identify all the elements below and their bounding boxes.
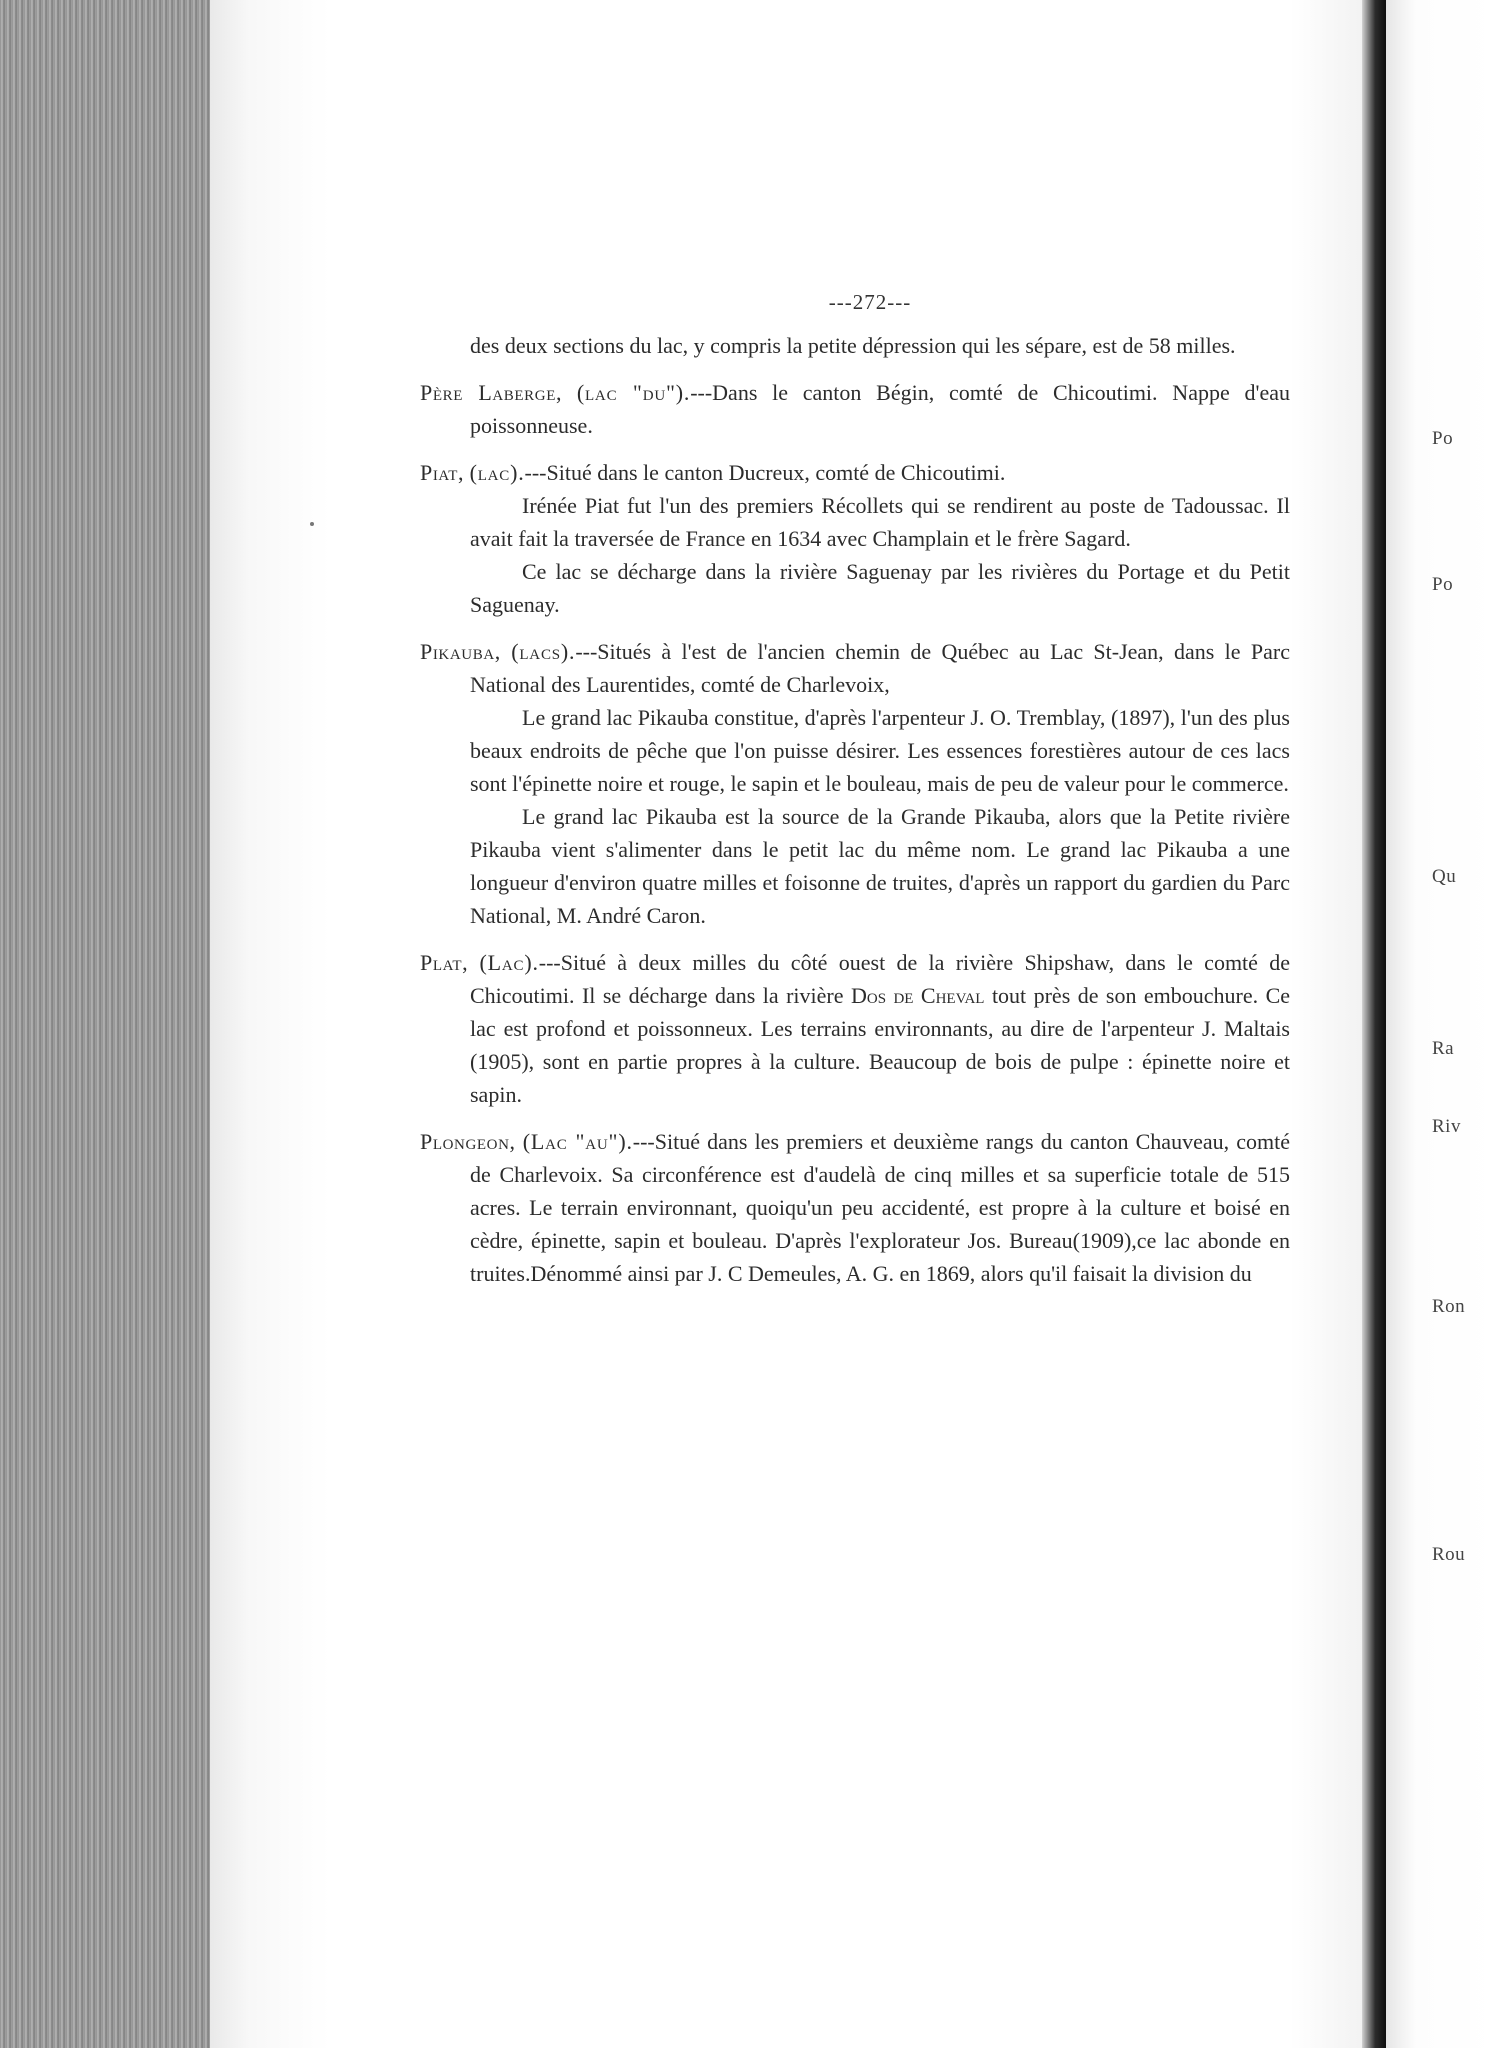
entry-heading (420, 635, 1290, 701)
entry-heading (420, 946, 1290, 1111)
entry-name: Plongeon, (420, 1129, 516, 1154)
entry-plongeon (420, 1125, 1290, 1290)
facing-page-fragment: Po (1432, 428, 1454, 449)
entry-kind: (lac "du"). (576, 380, 691, 405)
facing-page (1386, 0, 1496, 2048)
entry-paragraph: Ce lac se décharge dans la rivière Saguenay par les rivières du Portage et du Petit Saguenay. (470, 559, 1290, 617)
entry-piat (420, 456, 1290, 621)
facing-page-fragment: Ron (1432, 1296, 1466, 1317)
entry-kind: (lac). (469, 460, 525, 485)
facing-page-fragment: Ra (1432, 1038, 1455, 1059)
entry-body: ---Situé dans les premiers et deuxième rangs du canton Chauveau, comté de Charlevoix. Sa circonférence est d'audelà de cinq milles et sa superficie totale de 515 acres. Le terrain environnant, quoiqu'un peu accidenté, est propre à la culture et boisé en cèdre, épinette, sapin et bouleau. D'après l'explorateur Jos. Bureau(1909),ce lac abonde en truites.Dénommé ainsi par J. C Demeules, A. G. en 1869, alors qu'il faisait la division du (470, 1129, 1290, 1286)
entry-kind: (lacs). (511, 639, 576, 664)
entry-name: Père Laberge, (420, 380, 563, 405)
facing-page-fragment: Rou (1432, 1544, 1466, 1565)
entry-plat (420, 946, 1290, 1111)
entry-name: Plat, (420, 950, 469, 975)
entry-body: tout près de son embouchure. Ce lac est profond et poissonneux. Les terrains environnants, au dire de l'arpenteur J. Maltais (1905), sont en partie propres à la culture. Beaucoup de bois de pulpe : épinette noire et sapin. (470, 983, 1291, 1107)
book-gutter (1362, 0, 1386, 2048)
entry-kind: (Lac). (479, 950, 539, 975)
page-number: ---272--- (828, 290, 912, 314)
entry-body-smallcaps: Dos de Cheval (850, 983, 985, 1008)
page-content (420, 290, 1290, 1304)
facing-page-fragment: Po (1432, 574, 1454, 595)
continuation-text: des deux sections du lac, y compris la petite dépression qui les sépare, est de 58 milles. (470, 333, 1236, 358)
entry-pere-laberge (420, 376, 1290, 442)
entry-paragraph: Irénée Piat fut l'un des premiers Récollets qui se rendirent au poste de Tadoussac. Il avait fait la traversée de France en 1634 avec Champlain et le frère Sagard. (470, 493, 1290, 551)
continued-entry (420, 329, 1290, 362)
entry-heading (420, 376, 1290, 442)
entry-name: Pikauba, (420, 639, 501, 664)
entry-heading (420, 456, 1290, 489)
book-page-edges (0, 0, 210, 2048)
entry-body: ---Situé à deux milles du côté ouest de la rivière Shipshaw, dans le comté de Chicoutimi. Il se décharge dans la rivière (470, 950, 1291, 1008)
facing-page-fragment: Riv (1432, 1116, 1461, 1137)
entry-pikauba (420, 635, 1290, 932)
facing-page-fragment: Qu (1432, 866, 1457, 887)
entry-body: ---Dans le canton Bégin, comté de Chicoutimi. Nappe d'eau poissonneuse. (470, 380, 1290, 438)
entry-heading (420, 1125, 1290, 1290)
entry-kind: (Lac "au"). (522, 1129, 633, 1154)
entry-paragraph: Le grand lac Pikauba constitue, d'après l'arpenteur J. O. Tremblay, (1897), l'un des plus beaux endroits de pêche que l'on puisse désirer. Les essences forestières autour de ces lacs sont l'épinette noire et rouge, le sapin et le bouleau, mais de peu de valeur pour le commerce. (470, 705, 1290, 796)
entry-body: ---Situés à l'est de l'ancien chemin de Québec au Lac St-Jean, dans le Parc National des Laurentides, comté de Charlevoix, (470, 639, 1290, 697)
entry-name: Piat, (420, 460, 465, 485)
entry-body: ---Situé dans le canton Ducreux, comté de Chicoutimi. (524, 460, 1006, 485)
entry-paragraph: Le grand lac Pikauba est la source de la Grande Pikauba, alors que la Petite rivière Pikauba vient s'alimenter dans le petit lac du même nom. Le grand lac Pikauba a une longueur d'environ quatre milles et foisonne de truites, d'après un rapport du gardien du Parc National, M. André Caron. (470, 804, 1290, 928)
ink-speck (310, 522, 314, 526)
